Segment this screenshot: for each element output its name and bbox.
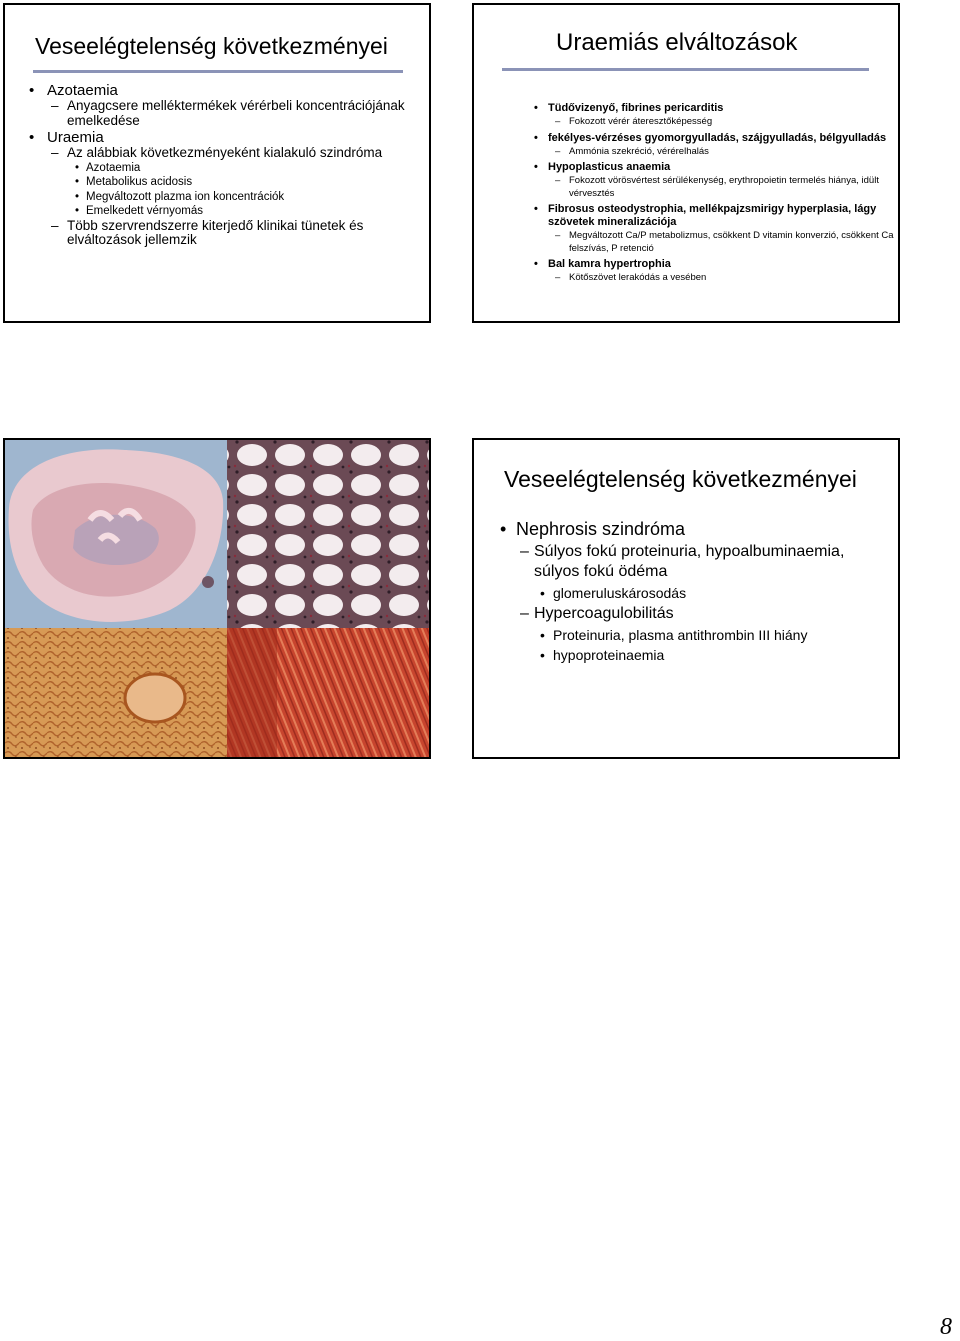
bullet-marker: • (540, 585, 545, 601)
sub-bullet-text: glomeruluskárosodás (553, 585, 687, 601)
slide-2 (472, 3, 900, 323)
sub-bullet-text: Metabolikus acidosis (86, 176, 193, 188)
bullet-item (534, 102, 894, 115)
dash-marker: – (51, 98, 59, 113)
dash-item (534, 146, 894, 159)
slide-1-body (29, 81, 424, 248)
dash-item (534, 116, 894, 129)
bullet-text: Nephrosis szindróma (516, 519, 686, 539)
bullet-marker: • (500, 519, 507, 539)
bullet-text: Hypoplasticus anaemia (548, 161, 671, 173)
dash-item (500, 604, 890, 624)
dash-text: Megváltozott Ca/P metabolizmus, csökkent D vitamin konverzió, csökkent Ca felszívás, P retenció (569, 230, 894, 254)
sub-bullet-text: Proteinuria, plasma antithrombin III hiány (553, 627, 808, 643)
pathology-photo-collage (5, 440, 431, 759)
slide-1-title-rule (33, 70, 403, 73)
bullet-marker: • (29, 82, 35, 99)
slide-2-title-rule (502, 68, 869, 71)
sub-bullet-text: Emelkedett vérnyomás (86, 205, 203, 217)
dash-text: Fokozott vérér áteresztőképesség (569, 116, 713, 127)
dash-text: Ammónia szekréció, vérérelhalás (569, 145, 709, 157)
bullet-item (534, 258, 894, 271)
bullet-item (500, 518, 890, 540)
sub-bullet-text: Azotaemia (86, 161, 141, 174)
slide-4-title: Veseelégtelenség következményei (504, 466, 857, 492)
dash-marker: – (520, 605, 529, 622)
sub-bullet-item (500, 646, 890, 664)
bullet-marker: • (75, 161, 80, 174)
bullet-text: Uraemia (47, 129, 104, 146)
sub-bullet-text: hypoproteinaemia (553, 647, 665, 663)
lung-histology-photo (227, 440, 431, 628)
bullet-marker: • (540, 627, 545, 643)
dash-text: Az alábbiak következményeként kialakuló szindróma (67, 145, 383, 160)
bullet-marker: • (534, 161, 538, 173)
dash-item (500, 542, 890, 582)
bullet-text: Tüdővizenyő, fibrines pericarditis (548, 102, 724, 114)
dash-text: Fokozott vörösvértest sérülékenység, erythropoietin termelés hiánya, idült vérvesztés (569, 175, 879, 199)
sub-bullet-item (29, 190, 424, 205)
red-tissue-photo (227, 628, 431, 759)
slide-4-body (500, 518, 890, 664)
sub-bullet-item (29, 161, 424, 176)
sub-bullet-item (500, 626, 890, 644)
slide-1 (3, 3, 431, 323)
dash-marker: – (555, 116, 561, 127)
bullet-text: fekélyes-vérzéses gyomorgyulladás, szájgyulladás, bélgyulladás (548, 131, 887, 144)
bullet-marker: • (29, 129, 35, 146)
page-number: 8 (940, 1314, 952, 1340)
dash-text: Több szervrendszerre kiterjedő klinikai tünetek és elváltozások jellemzik (67, 217, 364, 247)
sub-bullet-item (29, 175, 424, 190)
bullet-text: Azotaemia (47, 82, 118, 99)
bullet-item (29, 129, 424, 146)
sub-bullet-text: Megváltozott plazma ion koncentrációk (86, 190, 285, 203)
dash-text: Kötőszövet lerakódás a vesében (569, 272, 707, 283)
dash-marker: – (555, 175, 561, 186)
slide-1-title: Veseelégtelenség következményei (35, 33, 388, 59)
dash-marker: – (555, 145, 561, 157)
slide-2-body (534, 99, 894, 285)
dash-marker: – (520, 543, 529, 560)
bullet-text: Fibrosus osteodystrophia, mellékpajzsmirigy hyperplasia, lágy szövetek mineralizációja (548, 203, 877, 228)
dash-text: Súlyos fokú proteinuria, hypoalbuminaemia, súlyos fokú ödéma (534, 543, 845, 580)
bullet-marker: • (75, 190, 80, 203)
bullet-marker: • (534, 203, 538, 215)
bullet-marker: • (540, 647, 545, 663)
bullet-marker: • (534, 102, 538, 114)
dash-text: Hypercoagulobilitás (534, 605, 674, 622)
bullet-marker: • (75, 176, 80, 188)
dash-marker: – (51, 217, 59, 233)
dash-marker: – (555, 272, 561, 283)
dash-text: Anyagcsere melléktermékek vérérbeli koncentrációjának emelkedése (67, 98, 405, 128)
slide-2-title: Uraemiás elváltozások (556, 29, 798, 56)
bullet-item (534, 203, 894, 229)
dash-item (29, 99, 424, 128)
dash-marker: – (555, 230, 561, 241)
bullet-marker: • (75, 205, 80, 217)
bullet-marker: • (534, 131, 538, 144)
bullet-marker: • (534, 258, 538, 270)
dash-item (29, 219, 424, 248)
tissue-histology-photo (5, 628, 227, 759)
dash-item (534, 230, 894, 255)
kidney-photo (5, 440, 227, 628)
slide-3-image-collage (3, 438, 431, 759)
sub-bullet-item (500, 584, 890, 602)
dash-item (534, 272, 894, 285)
bullet-item (534, 161, 894, 174)
bullet-item (29, 82, 424, 99)
bullet-item (534, 132, 894, 145)
dash-item (29, 146, 424, 161)
bullet-text: Bal kamra hypertrophia (548, 258, 671, 270)
dash-marker: – (51, 145, 59, 160)
slide-4 (472, 438, 900, 759)
dash-item (534, 175, 894, 200)
sub-bullet-item (29, 204, 424, 219)
